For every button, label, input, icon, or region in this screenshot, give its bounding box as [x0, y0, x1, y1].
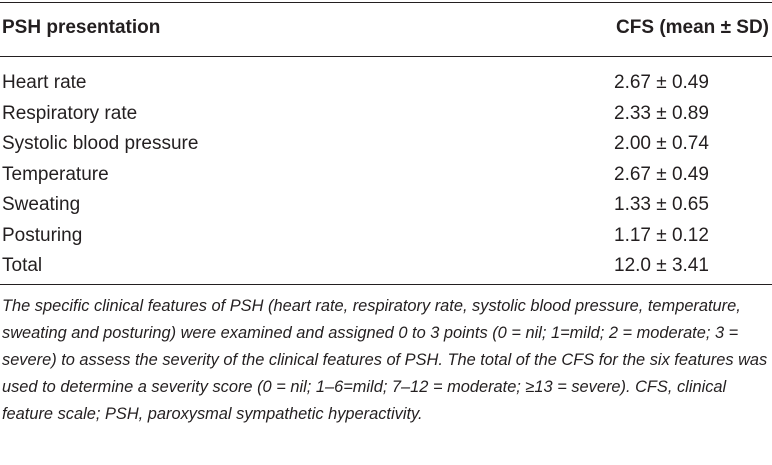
row-value: 2.33 ± 0.89: [614, 102, 709, 124]
table-header-rule: [0, 56, 772, 57]
table-row: [0, 70, 772, 101]
row-value: 2.00 ± 0.74: [614, 133, 709, 154]
row-value: 2.67 ± 0.49: [614, 72, 709, 93]
row-value: 1.33 ± 0.65: [614, 194, 709, 215]
table-row: [0, 192, 772, 223]
row-value: 1.17 ± 0.12: [614, 224, 709, 246]
table-row: [0, 131, 772, 162]
table-body: [0, 70, 772, 284]
header-psh-presentation: PSH presentation: [2, 17, 161, 38]
row-label: Respiratory rate: [2, 102, 138, 124]
row-label: Total: [2, 255, 43, 276]
table-bottom-rule: [0, 284, 772, 285]
table-row: [0, 162, 772, 193]
row-value: 12.0 ± 3.41: [614, 255, 709, 276]
row-value: 2.67 ± 0.49: [614, 163, 709, 185]
header-cfs-mean-sd: CFS (mean ± SD): [616, 17, 769, 38]
table-row: [0, 101, 772, 132]
row-label: Temperature: [2, 163, 109, 185]
row-label: Sweating: [2, 194, 81, 215]
table-footnote: The specific clinical features of PSH (heart rate, respiratory rate, systolic blood pressure, temperature, sweating and posturing) were examined and assigned 0 to 3 points (0 = nil; 1=mild; 2 = moderate; 3 = severe) to assess the severity of the clinical features of PSH. The total of the CFS for the six features was used to determine a severity score (0 = nil; 1–6=mild; 7–12 = moderate; ≥13 = severe). CFS, clinical feature scale; PSH, paroxysmal sympathetic hyperactivity.: [2, 297, 768, 423]
row-label: Systolic blood pressure: [2, 133, 199, 154]
table-row: [0, 253, 772, 284]
row-label: Heart rate: [2, 72, 87, 93]
table-header-row: [0, 2, 772, 56]
row-label: Posturing: [2, 224, 83, 246]
table-row: [0, 223, 772, 254]
